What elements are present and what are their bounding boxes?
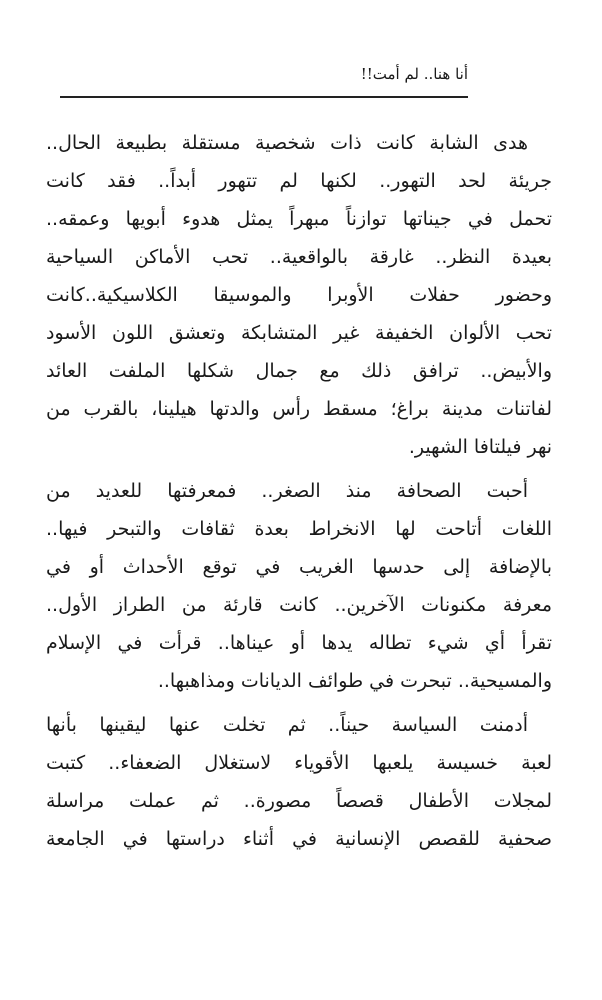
text-line: لمجلات الأطفال قصصاً مصورة.. ثم عملت مراسلة [46, 790, 552, 812]
paragraph-2 [46, 472, 552, 700]
text-line: بعيدة النظر.. غارقة بالواقعية.. تحب الأماكن السياحية [46, 246, 552, 268]
text-line: صحفية للقصص الإنسانية في أثناء دراستها في الجامعة [46, 828, 552, 850]
text-line: وحضور حفلات الأوبرا والموسيقا الكلاسيكية..كانت [46, 284, 552, 306]
text-line: تحمل في جيناتها توازناً مبهراً يمثل هدوء أبويها وعمقه.. [46, 208, 552, 230]
body-text [46, 124, 552, 864]
text-line: هدى الشابة كانت ذات شخصية مستقلة بطبيعة الحال.. [46, 132, 528, 154]
paragraph-1 [46, 124, 552, 466]
text-line: والأبيض.. ترافق ذلك مع جمال شكلها الملفت العائد [46, 360, 552, 382]
header-rule [60, 96, 468, 98]
text-line: لعبة خسيسة يلعبها الأقوياء لاستغلال الضعفاء.. كتبت [46, 752, 552, 774]
text-line: بالإضافة إلى حدسها الغريب في توقع الأحداث أو في [46, 556, 552, 578]
text-line: جريئة لحد التهور.. لكنها لم تتهور أبداً.. فقد كانت [46, 170, 552, 192]
paragraph-3 [46, 706, 552, 858]
text-line: تقرأ أي شيء تطاله يدها أو عيناها.. قرأت في الإسلام [46, 632, 552, 654]
text-line: أدمنت السياسة حيناً.. ثم تخلت عنها ليقينها بأنها [46, 714, 528, 736]
text-line: نهر فيلتافا الشهير. [408, 436, 552, 458]
text-line: لفاتنات مدينة براغ؛ مسقط رأس والدتها هيلينا، بالقرب من [46, 398, 552, 420]
text-line: اللغات أتاحت لها الانخراط بعدة ثقافات والتبحر فيها.. [46, 518, 552, 540]
text-line: معرفة مكنونات الآخرين.. كانت قارئة من الطراز الأول.. [46, 594, 552, 616]
text-line: تحب الألوان الخفيفة غير المتشابكة وتعشق اللون الأسود [46, 322, 552, 344]
running-header: أنا هنا.. لم أمت!! [360, 65, 468, 83]
text-line: والمسيحية.. تبحرت في طوائف الديانات ومذاهبها.. [157, 670, 552, 692]
text-line: أحبت الصحافة منذ الصغر.. فمعرفتها للعديد من [46, 480, 528, 502]
